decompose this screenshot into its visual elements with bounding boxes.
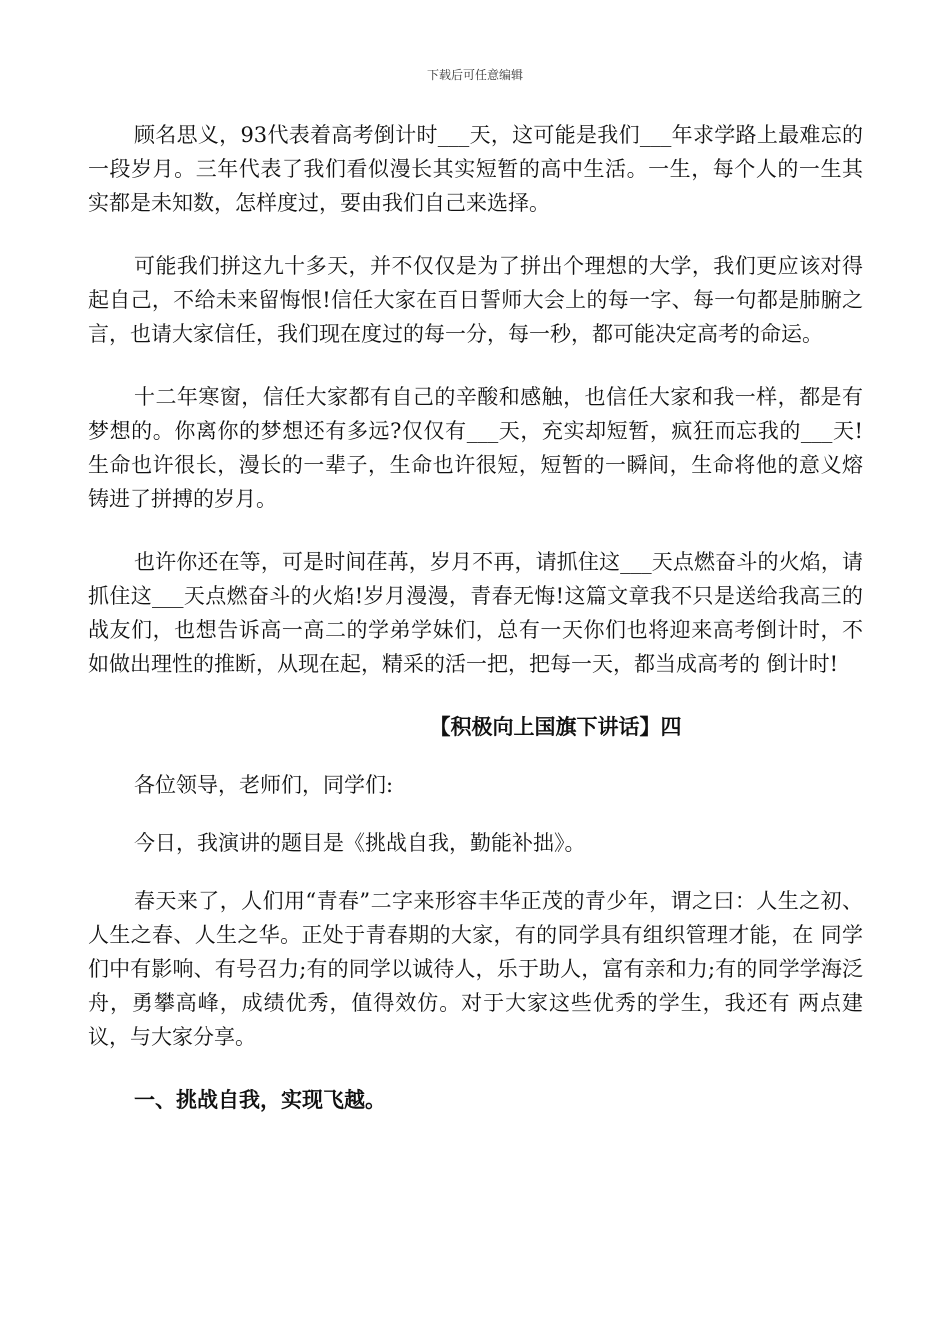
- paragraph-3: 十二年寒窗，信任大家都有自己的辛酸和感触，也信任大家和我一样，都是有梦想的。你离你的梦想还有多远?仅仅有___天，充实却短暂，疯狂而忘我的___天!生命也许很长，漫长的一辈子，生命也许很短，短暂的一瞬间，生命将他的意义熔铸进了拼搏的岁月。: [88, 385, 863, 511]
- page-header: 下载后可任意编辑: [426, 68, 523, 82]
- greeting: 各位领导，老师们，同学们:: [134, 773, 394, 797]
- subheading: 一、挑战自我，实现飞越。: [134, 1087, 386, 1112]
- document-body: [88, 118, 863, 1117]
- section-title: 【积极向上国旗下讲话】四: [429, 714, 682, 739]
- paragraph-1: 顾名思义，93代表着高考倒计时___天，这可能是我们___年求学路上最难忘的一段岁月。三年代表了我们看似漫长其实短暂的高中生活。一生，每个人的一生其实都是未知数，怎样度过，要由我们自己来选择。: [88, 123, 863, 215]
- paragraph-2: 可能我们拼这九十多天，并不仅仅是为了拼出个理想的大学，我们更应该对得起自己，不给未来留悔恨!信任大家在百日誓师大会上的每一字、每一句都是肺腑之言，也请大家信任，我们现在度过的每一分，每一秒，都可能决定高考的命运。: [88, 254, 863, 346]
- speech-topic: 今日，我演讲的题目是《挑战自我，勤能补拙》。: [134, 831, 586, 855]
- paragraph-5: 春天来了，人们用“青春”二字来形容丰华正茂的青少年，谓之曰：人生之初、人生之春、人生之华。正处于青春期的大家，有的同学具有组织管理才能，在 同学们中有影响、有号召力;有的同学以诚待人，乐于助人，富有亲和力;有的同学学海泛舟，勇攀高峰，成绩优秀，值得效仿。对于大家这些优秀的学生，我还有 两点建议，与大家分享。: [88, 889, 863, 1049]
- paragraph-4: 也许你还在等，可是时间荏苒，岁月不再，请抓住这___天点燃奋斗的火焰，请抓住这___天点燃奋斗的火焰!岁月漫漫，青春无悔!这篇文章我不只是送给我高三的战友们，也想告诉高一高二的学弟学妹们，总有一天你们也将迎来高考倒计时，不如做出理性的推断，从现在起，精采的活一把，把每一天，都当成高考的 倒计时!: [88, 550, 863, 676]
